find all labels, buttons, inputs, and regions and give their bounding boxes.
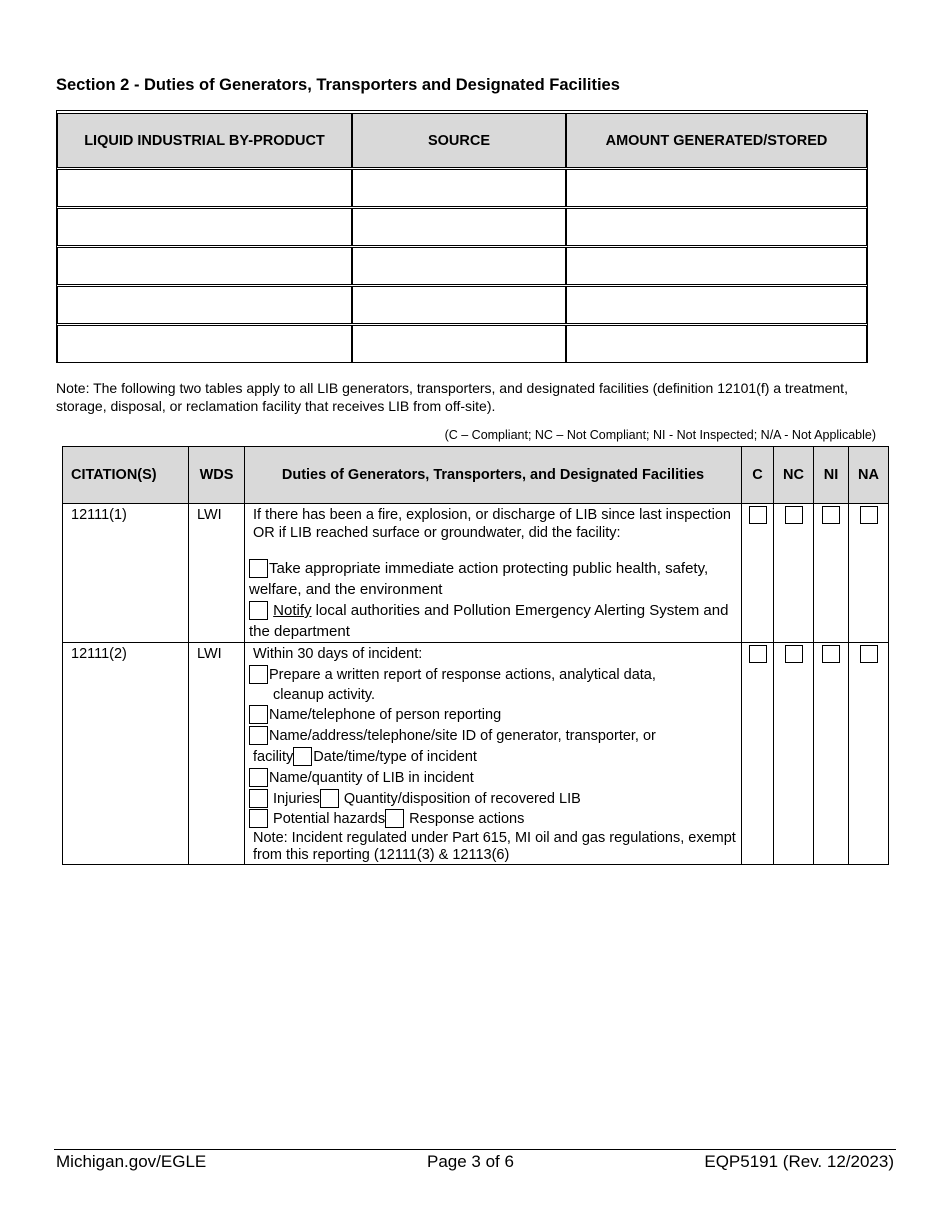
lib-quantity-checkbox[interactable] xyxy=(249,768,268,787)
not-applicable-checkbox[interactable] xyxy=(860,645,878,663)
wds-cell: LWI xyxy=(189,504,245,643)
potential-hazards-checkbox[interactable] xyxy=(249,809,268,828)
table-row xyxy=(57,247,867,285)
table-row xyxy=(57,325,867,363)
duty-option xyxy=(249,600,737,642)
header-duties: Duties of Generators, Transporters, and Designated Facilities xyxy=(245,447,742,504)
not-inspected-checkbox[interactable] xyxy=(822,506,840,524)
footer-form-number: EQP5191 (Rev. 12/2023) xyxy=(704,1152,894,1171)
duty-item: Name/quantity of LIB in incident xyxy=(249,768,737,789)
citation-cell: 12111(1) xyxy=(63,504,189,643)
source-cell[interactable] xyxy=(352,169,566,207)
duty-item: Injuries Quantity/disposition of recovered LIB xyxy=(249,789,737,810)
applicability-note: Note: The following two tables apply to all LIB generators, transporters, and designated facilities (definition 12101(f) a treatment, storage, disposal, or reclamation facility that receives LIB from off-site). xyxy=(56,380,848,414)
footer-divider xyxy=(54,1149,896,1150)
duty-intro: If there has been a fire, explosion, or discharge of LIB since last inspection OR if LIB reached surface or groundwater, did the facility: xyxy=(253,507,731,541)
table-row xyxy=(57,286,867,324)
duties-cell xyxy=(245,504,742,643)
not-inspected-checkbox[interactable] xyxy=(822,645,840,663)
header-na: NA xyxy=(849,447,889,504)
injuries-checkbox[interactable] xyxy=(249,789,268,808)
duty-option xyxy=(249,558,737,600)
immediate-action-checkbox[interactable] xyxy=(249,559,268,578)
section-title: Section 2 - Duties of Generators, Transporters and Designated Facilities xyxy=(56,76,620,94)
duty-item-continued: cleanup activity. xyxy=(273,686,376,703)
notify-label: Notify xyxy=(273,602,312,619)
source-cell[interactable] xyxy=(352,325,566,363)
amount-cell[interactable] xyxy=(566,286,867,324)
duties-table xyxy=(62,446,889,865)
source-cell[interactable] xyxy=(352,247,566,285)
notify-checkbox[interactable] xyxy=(249,601,268,620)
header-nc: NC xyxy=(774,447,814,504)
duty-note: Note: Incident regulated under Part 615, MI oil and gas regulations, exempt from this reporting (12111(3) & 12113(6) xyxy=(253,830,736,864)
duty-item: facility Date/time/type of incident xyxy=(253,748,477,765)
duty-intro: Within 30 days of incident: xyxy=(253,646,423,662)
amount-cell[interactable] xyxy=(566,208,867,246)
person-reporting-checkbox[interactable] xyxy=(249,705,268,724)
not-applicable-checkbox[interactable] xyxy=(860,506,878,524)
compliant-checkbox[interactable] xyxy=(749,645,767,663)
source-cell[interactable] xyxy=(352,286,566,324)
amount-cell[interactable] xyxy=(566,325,867,363)
amount-cell[interactable] xyxy=(566,169,867,207)
site-id-checkbox[interactable] xyxy=(249,726,268,745)
header-liquid-industrial-by-product: LIQUID INDUSTRIAL BY-PRODUCT xyxy=(57,113,352,168)
duty-item: Potential hazards Response actions xyxy=(249,809,737,830)
duty-item: Prepare a written report of response actions, analytical data, xyxy=(249,665,737,686)
not-compliant-checkbox[interactable] xyxy=(785,645,803,663)
ni-cell xyxy=(814,643,849,865)
duty-item: Name/address/telephone/site ID of generator, transporter, or xyxy=(249,726,737,747)
header-citations: CITATION(S) xyxy=(63,447,189,504)
header-amount-generated-stored: AMOUNT GENERATED/STORED xyxy=(566,113,867,168)
table-header-row xyxy=(57,113,867,168)
amount-cell[interactable] xyxy=(566,247,867,285)
recovered-lib-checkbox[interactable] xyxy=(320,789,339,808)
table-row xyxy=(63,643,889,865)
compliance-legend: (C – Compliant; NC – Not Compliant; NI - Not Inspected; N/A - Not Applicable) xyxy=(444,428,876,442)
na-cell xyxy=(849,504,889,643)
compliant-checkbox[interactable] xyxy=(749,506,767,524)
c-cell xyxy=(742,504,774,643)
duty-item: Name/telephone of person reporting xyxy=(249,705,737,726)
table-row xyxy=(57,208,867,246)
lib-cell[interactable] xyxy=(57,208,352,246)
wds-cell: LWI xyxy=(189,643,245,865)
notify-label-rest: local authorities and Pollution Emergency Alerting System and the department xyxy=(249,602,729,640)
header-ni: NI xyxy=(814,447,849,504)
footer-website: Michigan.gov/EGLE xyxy=(56,1152,207,1171)
written-report-checkbox[interactable] xyxy=(249,665,268,684)
citation-cell: 12111(2) xyxy=(63,643,189,865)
table-row xyxy=(63,504,889,643)
immediate-action-label: Take appropriate immediate action protecting public health, safety, welfare, and the environment xyxy=(249,560,709,598)
lib-cell[interactable] xyxy=(57,325,352,363)
header-source: SOURCE xyxy=(352,113,566,168)
incident-type-checkbox[interactable] xyxy=(293,747,312,766)
header-c: C xyxy=(742,447,774,504)
lib-cell[interactable] xyxy=(57,169,352,207)
c-cell xyxy=(742,643,774,865)
na-cell xyxy=(849,643,889,865)
lib-inventory-table xyxy=(56,110,868,363)
lib-cell[interactable] xyxy=(57,247,352,285)
ni-cell xyxy=(814,504,849,643)
not-compliant-checkbox[interactable] xyxy=(785,506,803,524)
lib-cell[interactable] xyxy=(57,286,352,324)
duties-cell xyxy=(245,643,742,865)
footer-page-number: Page 3 of 6 xyxy=(427,1152,514,1171)
header-wds: WDS xyxy=(189,447,245,504)
response-actions-checkbox[interactable] xyxy=(385,809,404,828)
table-row xyxy=(57,169,867,207)
nc-cell xyxy=(774,643,814,865)
table-header-row xyxy=(63,447,889,504)
nc-cell xyxy=(774,504,814,643)
source-cell[interactable] xyxy=(352,208,566,246)
